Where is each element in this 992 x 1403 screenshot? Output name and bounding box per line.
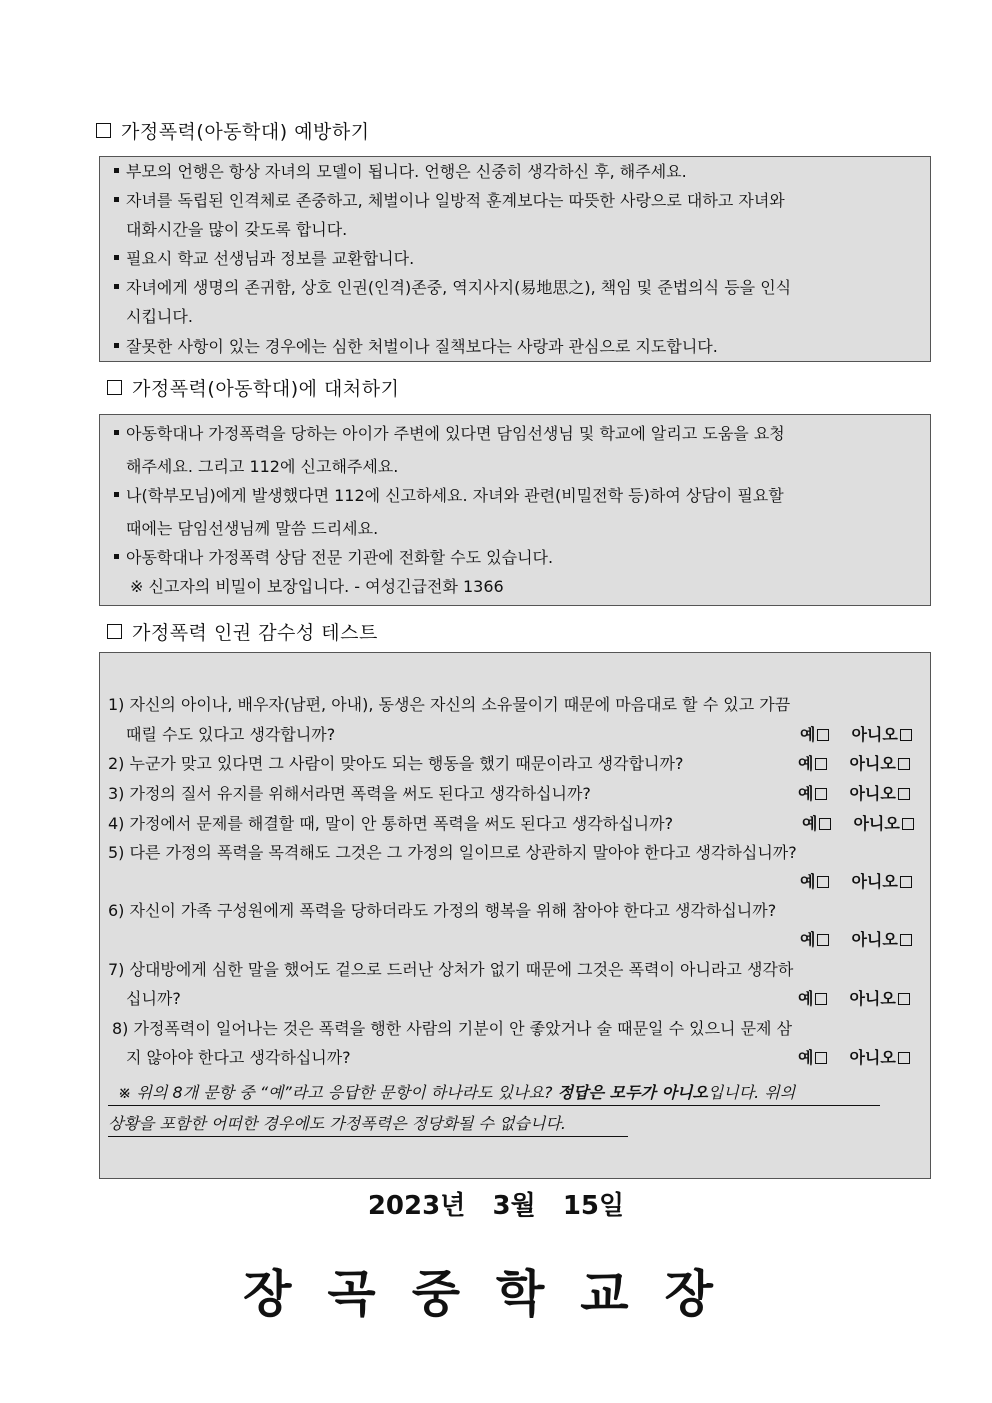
- question-7: 7) 상대방에게 심한 말을 했어도 겉으로 드러난 상처가 없기 때문에 그것은 폭력이 아니라고 생각하: [108, 960, 794, 979]
- no-checkbox[interactable]: [898, 788, 910, 800]
- bullet-line: 아동학대나 가정폭력 상담 전문 기관에 전화할 수도 있습니다.: [114, 548, 553, 568]
- answer-note: [118, 1083, 795, 1103]
- bullet-line: 나(학부모님)에게 발생했다면 112에 신고하세요. 자녀와 관련(비밀전학 등)하여 상담이 필요할: [114, 486, 784, 506]
- yes-checkbox[interactable]: [815, 1052, 827, 1064]
- section3-box: [99, 652, 931, 1179]
- section1-box: [99, 156, 931, 362]
- bullet-line: 필요시 학교 선생님과 정보를 교환합니다.: [114, 249, 414, 269]
- answer-note-line2: 상황을 포함한 어떠한 경우에도 가정폭력은 정당화될 수 없습니다.: [108, 1114, 567, 1133]
- continued-line: 해주세요. 그리고 112에 신고해주세요.: [126, 457, 399, 476]
- answer-options-1: [800, 725, 912, 745]
- yes-checkbox[interactable]: [815, 993, 827, 1005]
- no-label: 아니오: [849, 784, 896, 803]
- question-3: 3) 가정의 질서 유지를 위해서라면 폭력을 써도 된다고 생각하십니까?: [108, 784, 591, 803]
- no-checkbox[interactable]: [898, 993, 910, 1005]
- yes-checkbox[interactable]: [819, 818, 831, 830]
- continued-line: 대화시간을 많이 갖도록 합니다.: [126, 220, 348, 239]
- answer-note-emphasis: 정답은 모두가 아니오: [557, 1083, 708, 1102]
- checkbox-icon: [107, 624, 122, 639]
- question-7-cont: 십니까?: [126, 989, 181, 1008]
- answer-options-2: [798, 754, 910, 774]
- issue-date: 2023년 3월 15일: [367, 1191, 625, 1221]
- question-6: 6) 자신이 가족 구성원에게 폭력을 당하더라도 가정의 행복을 위해 참아야 한다고 생각하십니까?: [108, 901, 777, 920]
- question-1-cont: 때릴 수도 있다고 생각합니까?: [126, 725, 336, 744]
- hotline-note: ※ 신고자의 비밀이 보장입니다. - 여성긴급전화 1366: [130, 577, 504, 596]
- answer-options-3: [798, 784, 910, 804]
- yes-checkbox[interactable]: [815, 758, 827, 770]
- answer-options-8: [798, 1048, 910, 1068]
- continued-line: 시킵니다.: [126, 307, 193, 326]
- answer-note-tail: 입니다. 위의: [707, 1083, 796, 1102]
- yes-label: 예: [798, 989, 814, 1008]
- section1-heading: [96, 117, 370, 144]
- no-checkbox[interactable]: [898, 758, 910, 770]
- bullet-line: 자녀에게 생명의 존귀함, 상호 인권(인격)존중, 역지사지(易地思之), 책임 및 준법의식 등을 인식: [114, 278, 791, 298]
- no-checkbox[interactable]: [900, 729, 912, 741]
- question-8: 8) 가정폭력이 일어나는 것은 폭력을 행한 사람의 기분이 안 좋았거나 술 때문일 수 있으니 문제 삼: [112, 1019, 793, 1038]
- bullet-line: 부모의 언행은 항상 자녀의 모델이 됩니다. 언행은 신중히 생각하신 후, 해주세요.: [114, 162, 687, 182]
- bullet-line: 자녀를 독립된 인격체로 존중하고, 체벌이나 일방적 훈계보다는 따뜻한 사랑으로 대하고 자녀와: [114, 191, 785, 211]
- answer-options-4: [802, 814, 914, 834]
- section3-heading: [107, 618, 378, 645]
- section2-title: 가정폭력(아동학대)에 대처하기: [132, 378, 400, 400]
- no-checkbox[interactable]: [898, 1052, 910, 1064]
- no-label: 아니오: [851, 872, 898, 891]
- note-underline: [108, 1136, 628, 1137]
- yes-label: 예: [800, 725, 816, 744]
- question-4: 4) 가정에서 문제를 해결할 때, 말이 안 통하면 폭력을 써도 된다고 생각하십니까?: [108, 814, 674, 833]
- answer-options-5: [800, 872, 912, 892]
- checkbox-icon: [96, 123, 111, 138]
- yes-label: 예: [798, 784, 814, 803]
- no-label: 아니오: [853, 814, 900, 833]
- question-2: 2) 누군가 맞고 있다면 그 사람이 맞아도 되는 행동을 했기 때문이라고 생각합니까?: [108, 754, 684, 773]
- no-label: 아니오: [849, 1048, 896, 1067]
- yes-checkbox[interactable]: [817, 934, 829, 946]
- answer-options-7: [798, 989, 910, 1009]
- bullet-line: 아동학대나 가정폭력을 당하는 아이가 주변에 있다면 담임선생님 및 학교에 알리고 도움을 요청: [114, 424, 785, 444]
- section1-title: 가정폭력(아동학대) 예방하기: [121, 121, 370, 143]
- section2-heading: [107, 374, 399, 401]
- note-underline: [108, 1105, 880, 1106]
- no-label: 아니오: [851, 930, 898, 949]
- yes-label: 예: [798, 1048, 814, 1067]
- section2-box: [99, 414, 931, 606]
- question-1: 1) 자신의 아이나, 배우자(남편, 아내), 동생은 자신의 소유물이기 때문에 마음대로 할 수 있고 가끔: [108, 695, 791, 714]
- no-label: 아니오: [849, 754, 896, 773]
- yes-checkbox[interactable]: [817, 876, 829, 888]
- question-8-cont: 지 않아야 한다고 생각하십니까?: [126, 1048, 351, 1067]
- yes-checkbox[interactable]: [817, 729, 829, 741]
- yes-label: 예: [800, 872, 816, 891]
- no-label: 아니오: [849, 989, 896, 1008]
- principal-signature: 장곡중학교장: [243, 1265, 749, 1323]
- no-checkbox[interactable]: [900, 934, 912, 946]
- no-checkbox[interactable]: [900, 876, 912, 888]
- bullet-line: 잘못한 사항이 있는 경우에는 심한 처벌이나 질책보다는 사랑과 관심으로 지도합니다.: [114, 337, 718, 357]
- yes-label: 예: [798, 754, 814, 773]
- answer-options-6: [800, 930, 912, 950]
- checkbox-icon: [107, 380, 122, 395]
- no-label: 아니오: [851, 725, 898, 744]
- continued-line: 때에는 담임선생님께 말씀 드리세요.: [126, 519, 379, 538]
- yes-label: 예: [800, 930, 816, 949]
- no-checkbox[interactable]: [902, 818, 914, 830]
- yes-label: 예: [802, 814, 818, 833]
- question-5: 5) 다른 가정의 폭력을 목격해도 그것은 그 가정의 일이므로 상관하지 말아야 한다고 생각하십니까?: [108, 843, 797, 862]
- section3-title: 가정폭력 인권 감수성 테스트: [132, 622, 378, 644]
- answer-note-intro: ※ 위의 8개 문항 중 “예”라고 응답한 문항이 하나라도 있나요?: [118, 1083, 558, 1102]
- yes-checkbox[interactable]: [815, 788, 827, 800]
